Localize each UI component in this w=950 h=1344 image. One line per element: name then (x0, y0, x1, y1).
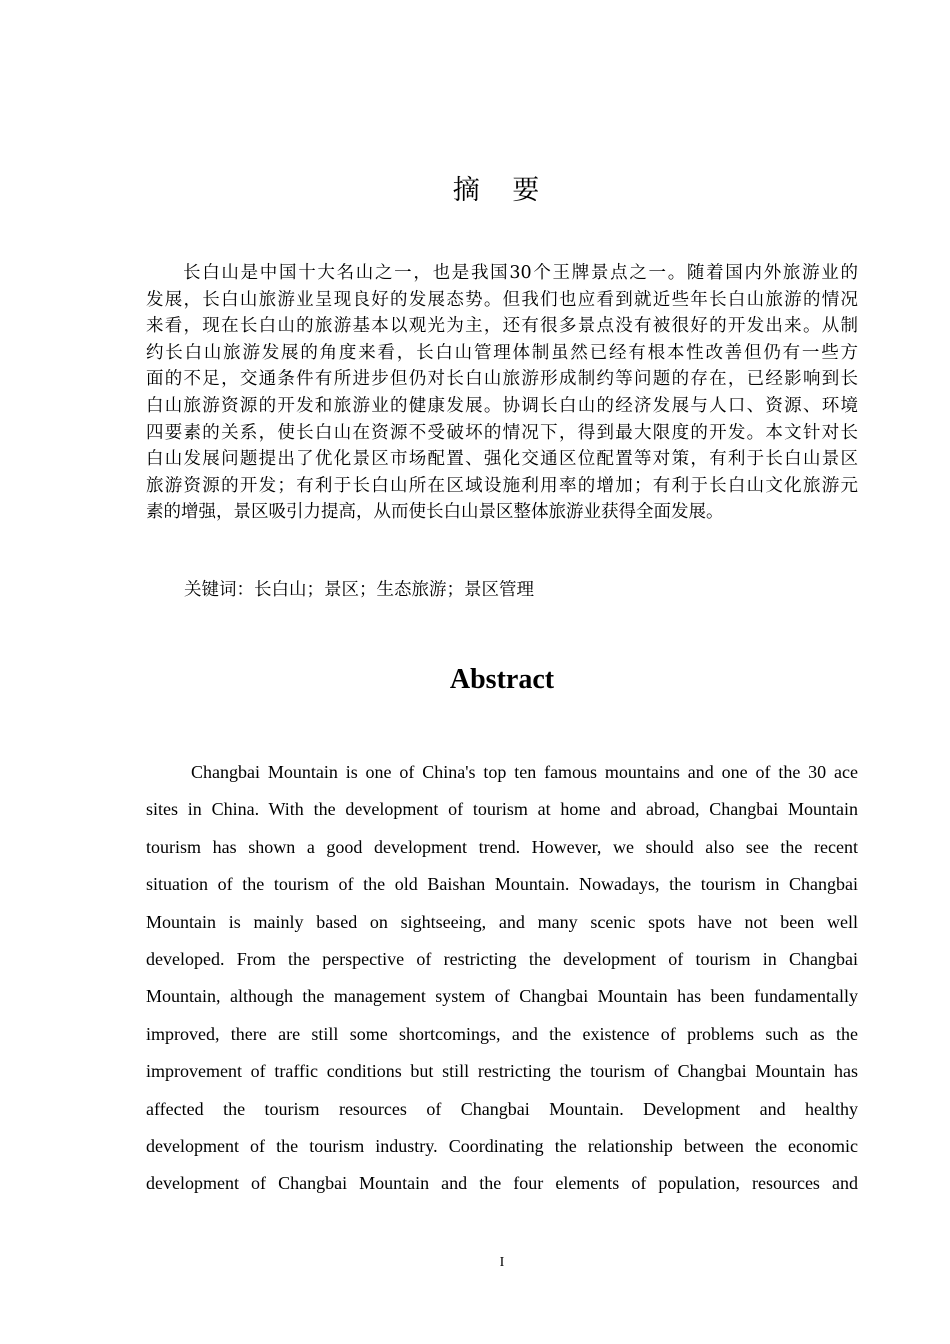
keywords (184, 576, 534, 601)
text-line: 约长白山旅游发展的角度来看，长白山管理体制虽然已经有根本性改善但仍有一些方 (146, 342, 858, 363)
abstract-en-title: Abstract (449, 664, 555, 695)
text-line: situation of the tourism of the old Baishan Mountain. Nowadays, the tourism in Changbai (146, 874, 858, 895)
text-line: 发展，长白山旅游业呈现良好的发展态势。但我们也应看到就近些年长白山旅游的情况 (146, 289, 858, 310)
text-line: affected the tourism resources of Changbai Mountain. Development and healthy (146, 1098, 858, 1119)
text-line: 素的增强，景区吸引力提高，从而使长白山景区整体旅游业获得全面发展。 (146, 502, 724, 523)
text-line: 四要素的关系，使长白山在资源不受破坏的情况下，得到最大限度的开发。本文针对长 (146, 422, 858, 443)
abstract-cn-body (146, 260, 858, 526)
text-line: improved, there are still some shortcomings, and the existence of problems such as the (146, 1023, 858, 1044)
keywords-value: 长白山；景区；生态旅游；景区管理 (254, 580, 534, 600)
abstract-cn-title: 摘 要 (452, 175, 552, 206)
text-line: tourism has shown a good development trend. However, we should also see the recent (146, 836, 858, 857)
text-line: development of Changbai Mountain and the four elements of population, resources and (146, 1173, 858, 1194)
text-line: developed. From the perspective of restricting the development of tourism in Changbai (146, 948, 858, 969)
text-line: 面的不足，交通条件有所进步但仍对长白山旅游形成制约等问题的存在，已经影响到长 (146, 369, 858, 390)
keywords-label: 关键词： (184, 580, 254, 600)
text-line: 来看，现在长白山的旅游基本以观光为主，还有很多景点没有被很好的开发出来。从制 (146, 316, 858, 337)
text-line: 白山旅游资源的开发和旅游业的健康发展。协调长白山的经济发展与人口、资源、环境 (146, 395, 858, 416)
text-line: Mountain is mainly based on sightseeing, and many scenic spots have not been well (146, 911, 858, 932)
text-line: development of the tourism industry. Coordinating the relationship between the economic (146, 1135, 858, 1156)
text-line: 长白山是中国十大名山之一，也是我国30个王牌景点之一。随着国内外旅游业的 (183, 263, 858, 283)
text-line: improvement of traffic conditions but still restricting the tourism of Changbai Mountain has (146, 1061, 858, 1082)
text-line: 旅游资源的开发；有利于长白山所在区域设施利用率的增加；有利于长白山文化旅游元 (146, 475, 858, 496)
text-line: 白山发展问题提出了优化景区市场配置、强化交通区位配置等对策，有利于长白山景区 (146, 449, 858, 470)
text-line: Changbai Mountain is one of China's top ten famous mountains and one of the 30 ace (191, 762, 858, 782)
text-line: Mountain, although the management system of Changbai Mountain has been fundamentally (146, 986, 858, 1007)
page-number: I (499, 1255, 505, 1270)
text-line: sites in China. With the development of tourism at home and abroad, Changbai Mountain (146, 799, 858, 820)
abstract-en-body (146, 754, 858, 1203)
